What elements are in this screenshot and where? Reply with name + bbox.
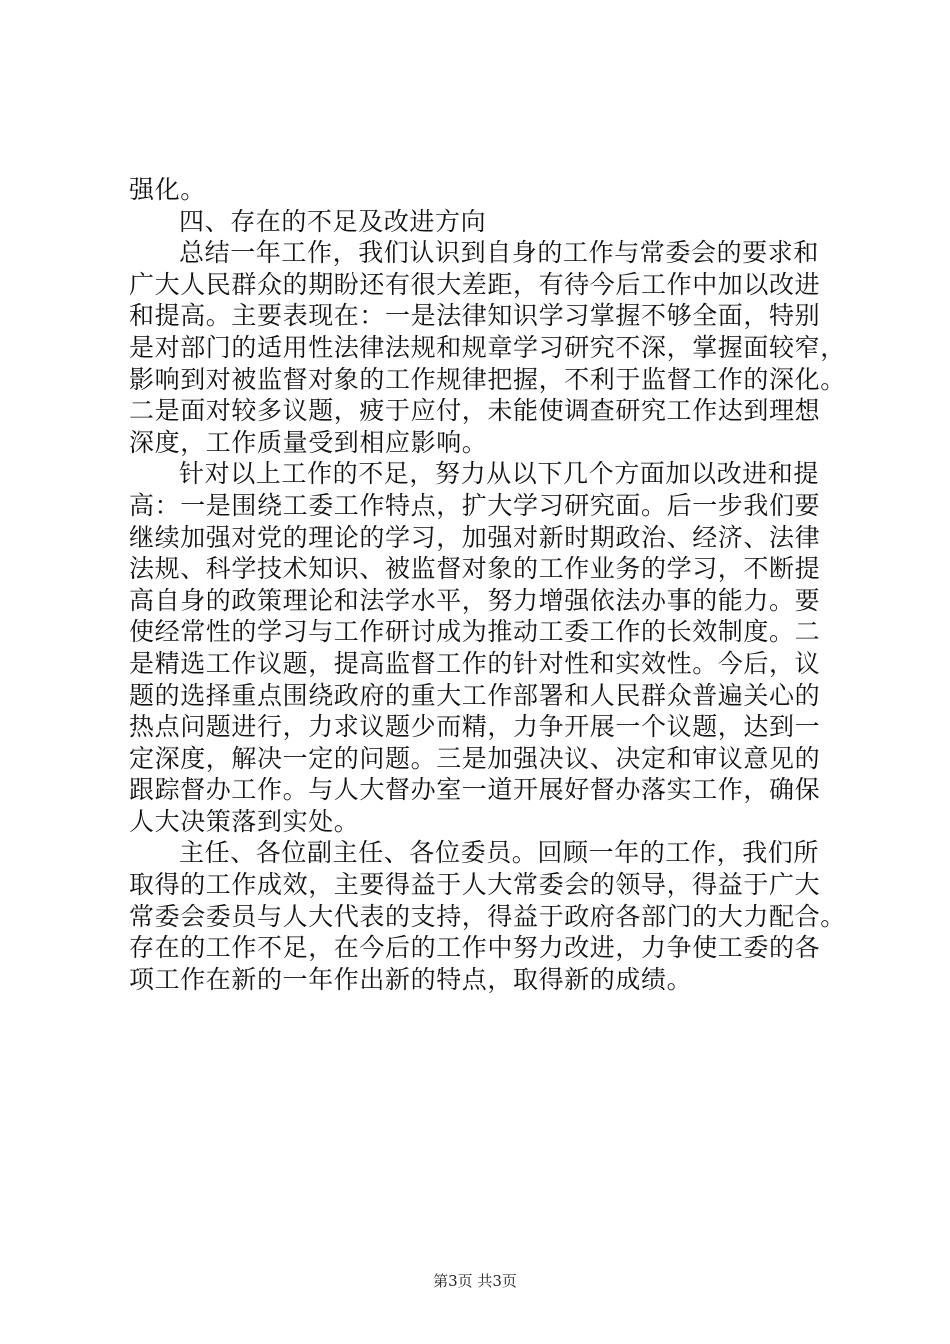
page-footer: 第3页 共3页 bbox=[433, 1272, 517, 1290]
text-line: 人大决策落到实处。 bbox=[129, 806, 360, 836]
text-line: 使经常性的学习与工作研讨成为推动工委工作的长效制度。二 bbox=[129, 617, 821, 647]
text-line: 总结一年工作，我们认识到自身的工作与常委会的要求和 bbox=[179, 238, 820, 268]
text-line: 和提高。主要表现在：一是法律知识学习掌握不够全面，特别 bbox=[129, 301, 821, 331]
text-line: 常委会委员与人大代表的支持，得益于政府各部门的大力配合。 bbox=[129, 901, 846, 931]
text-line: 四、存在的不足及改进方向 bbox=[179, 206, 487, 236]
text-line: 强化。 bbox=[129, 175, 206, 204]
text-line: 继续加强对党的理论的学习，加强对新时期政治、经济、法律 bbox=[129, 522, 821, 552]
text-line: 广大人民群众的期盼还有很大差距，有待今后工作中加以改进 bbox=[129, 269, 821, 299]
text-line: 存在的工作不足，在今后的工作中努力改进，力争使工委的各 bbox=[129, 933, 821, 963]
text-line: 高自身的政策理论和法学水平，努力增强依法办事的能力。要 bbox=[129, 585, 821, 615]
text-line: 高：一是围绕工委工作特点，扩大学习研究面。后一步我们要 bbox=[129, 490, 821, 520]
text-line: 项工作在新的一年作出新的特点，取得新的成绩。 bbox=[129, 964, 693, 994]
text-line: 是对部门的适用性法律法规和规章学习研究不深，掌握面较窄， bbox=[129, 332, 846, 362]
text-line: 影响到对被监督对象的工作规律把握，不利于监督工作的深化。 bbox=[129, 364, 846, 394]
text-line: 取得的工作成效，主要得益于人大常委会的领导，得益于广大 bbox=[129, 870, 821, 900]
text-line: 跟踪督办工作。与人大督办室一道开展好督办落实工作，确保 bbox=[129, 775, 821, 805]
text-line: 深度，工作质量受到相应影响。 bbox=[129, 427, 488, 457]
text-line: 二是面对较多议题，疲于应付，未能使调查研究工作达到理想 bbox=[129, 396, 821, 426]
text-line: 法规、科学技术知识、被监督对象的工作业务的学习，不断提 bbox=[129, 554, 821, 584]
text-line: 题的选择重点围绕政府的重大工作部署和人民群众普遍关心的 bbox=[129, 680, 821, 710]
text-line: 定深度，解决一定的问题。三是加强决议、决定和审议意见的 bbox=[129, 743, 821, 773]
text-line: 主任、各位副主任、各位委员。回顾一年的工作，我们所 bbox=[179, 838, 820, 868]
text-line: 针对以上工作的不足，努力从以下几个方面加以改进和提 bbox=[179, 459, 820, 489]
text-line: 是精选工作议题，提高监督工作的针对性和实效性。今后，议 bbox=[129, 648, 821, 678]
document-body bbox=[129, 174, 846, 995]
text-line: 热点问题进行，力求议题少而精，力争开展一个议题，达到一 bbox=[129, 712, 821, 742]
